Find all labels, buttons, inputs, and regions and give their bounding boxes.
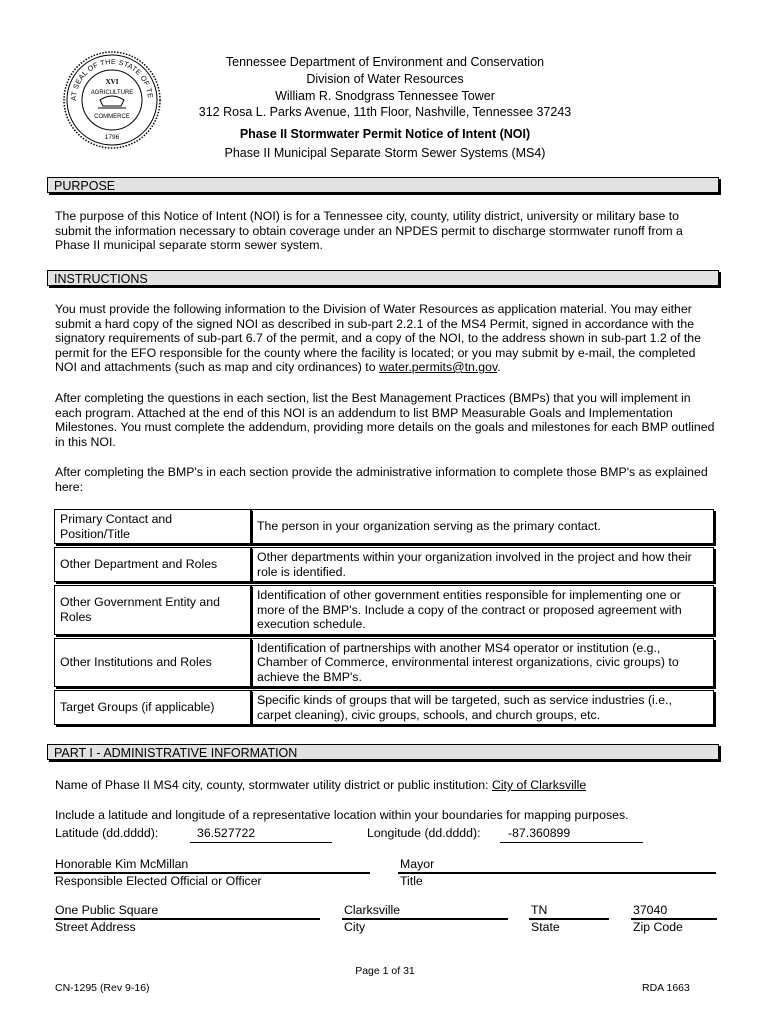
title-field[interactable]: Mayor <box>400 857 435 871</box>
table-term: Target Groups (if applicable) <box>54 690 251 725</box>
table-term: Primary Contact and Position/Title <box>54 509 251 544</box>
rda-number: RDA 1663 <box>642 982 690 994</box>
seal-roman: XVI <box>105 78 119 86</box>
instructions-paragraph-1 <box>55 302 715 375</box>
table-row <box>54 690 714 725</box>
state-field[interactable]: TN <box>531 903 548 917</box>
page-title: Phase II Stormwater Permit Notice of Intent (NOI) <box>239 127 531 141</box>
zip-label: Zip Code <box>633 920 683 934</box>
table-term: Other Government Entity and Roles <box>54 585 251 635</box>
instructions-p1-text: You must provide the following information to the Division of Water Resources as application material. You may either submit a hard copy of the signed NOI as described in sub-part 2.2.1 of the MS4 Permit, signed in accordance with the signatory requirements of sub-part 6.7 of the permit, and a copy of the NOI, to the address shown in sub-part 1.2 of the permit for the EFO responsible for the county where the facility is located; or you may submit by e-mail, the completed NOI and attachments (such as map and city ordinances) to <box>55 302 701 374</box>
table-term: Other Institutions and Roles <box>54 638 251 688</box>
title-label: Title <box>400 874 423 888</box>
city-label: City <box>344 920 366 934</box>
seal-top-text: AT SEAL OF THE STATE OF TE <box>68 56 156 101</box>
table-row <box>54 585 714 635</box>
purpose-heading: PURPOSE <box>47 177 719 193</box>
instructions-paragraph-3: After completing the BMP's in each section provide the administrative information to complete those BMP's as explained here: <box>55 465 708 494</box>
table-desc: Identification of other government entities responsible for implementing one or more of the BMP's. Include a copy of the contract or proposed agreement with execution schedule. <box>251 585 714 635</box>
purpose-text: The purpose of this Notice of Intent (NOI) is for a Tennessee city, county, utility district, university or military base to submit the information necessary to obtain coverage under an NPDES permit to discharge stormwater runoff from a Phase II municipal separate storm sewer system. <box>55 209 683 252</box>
instructions-paragraph-2: After completing the questions in each section, list the Best Management Practices (BMPs) that you will implement in each program. Attached at the end of this NOI is an addendum to list BMP Measurable Goals and Implementation Milestones. You must complete the addendum, providing more details on the goals and milestones for each BMP outlined in this NOI. <box>55 391 715 449</box>
table-desc: Identification of partnerships with another MS4 operator or institution (e.g., Chamber of Commerce, environmental interest organizations, civic groups) to achieve the BMP's. <box>251 638 714 688</box>
official-field[interactable]: Honorable Kim McMillan <box>55 857 189 871</box>
title-underline <box>398 872 716 874</box>
header-tower: William R. Snodgrass Tennessee Tower <box>275 89 495 103</box>
zip-field[interactable]: 37040 <box>633 903 668 917</box>
longitude-field[interactable]: -87.360899 <box>508 826 571 840</box>
latitude-underline <box>190 842 332 843</box>
page-subtitle: Phase II Municipal Separate Storm Sewer Systems (MS4) <box>224 146 546 160</box>
instructions-p1-end: . <box>497 360 501 374</box>
form-number: CN-1295 (Rev 9-16) <box>55 982 150 994</box>
table-row <box>54 509 714 544</box>
seal-commerce: COMMERCE <box>94 114 130 120</box>
latlong-intro: Include a latitude and longitude of a representative location within your boundaries for mapping purposes. <box>55 808 629 822</box>
table-desc: Other departments within your organization involved in the project and how their role is identified. <box>251 547 714 582</box>
state-seal <box>62 50 162 150</box>
instructions-heading: INSTRUCTIONS <box>47 270 719 286</box>
header-dept: Tennessee Department of Environment and Conservation <box>225 55 545 69</box>
table-row <box>54 638 714 688</box>
official-label: Responsible Elected Official or Officer <box>55 874 262 888</box>
part1-heading: PART I - ADMINISTRATIVE INFORMATION <box>47 744 719 760</box>
email-link[interactable]: water.permits@tn.gov <box>378 360 498 374</box>
seal-year: 1796 <box>104 134 120 141</box>
header-division: Division of Water Resources <box>306 72 464 86</box>
seal-agriculture: AGRICULTURE <box>90 90 134 96</box>
latitude-label: Latitude (dd.dddd): <box>55 826 159 840</box>
page-number: Page 1 of 31 <box>355 965 415 977</box>
table-desc: The person in your organization serving as the primary contact. <box>251 509 714 544</box>
street-label: Street Address <box>55 920 136 934</box>
table-desc: Specific kinds of groups that will be targeted, such as service industries (i.e., carpet cleaning), civic groups, schools, and church groups, etc. <box>251 690 714 725</box>
city-underline <box>342 918 508 920</box>
longitude-label: Longitude (dd.dddd): <box>367 826 481 840</box>
seal-icon <box>62 50 162 150</box>
state-label: State <box>531 920 560 934</box>
ms4-name-row <box>55 778 586 792</box>
table-row <box>54 547 714 582</box>
bmp-definitions-table <box>54 506 714 728</box>
longitude-underline <box>500 842 643 843</box>
street-field[interactable]: One Public Square <box>55 903 159 917</box>
ms4-name-label: Name of Phase II MS4 city, county, stormwater utility district or public institution: <box>55 778 492 792</box>
header-address: 312 Rosa L. Parks Avenue, 11th Floor, Nashville, Tennessee 37243 <box>198 105 572 119</box>
latitude-field[interactable]: 36.527722 <box>197 826 256 840</box>
city-field[interactable]: Clarksville <box>344 903 401 917</box>
table-term: Other Department and Roles <box>54 547 251 582</box>
ms4-name-field[interactable]: City of Clarksville <box>491 778 587 792</box>
